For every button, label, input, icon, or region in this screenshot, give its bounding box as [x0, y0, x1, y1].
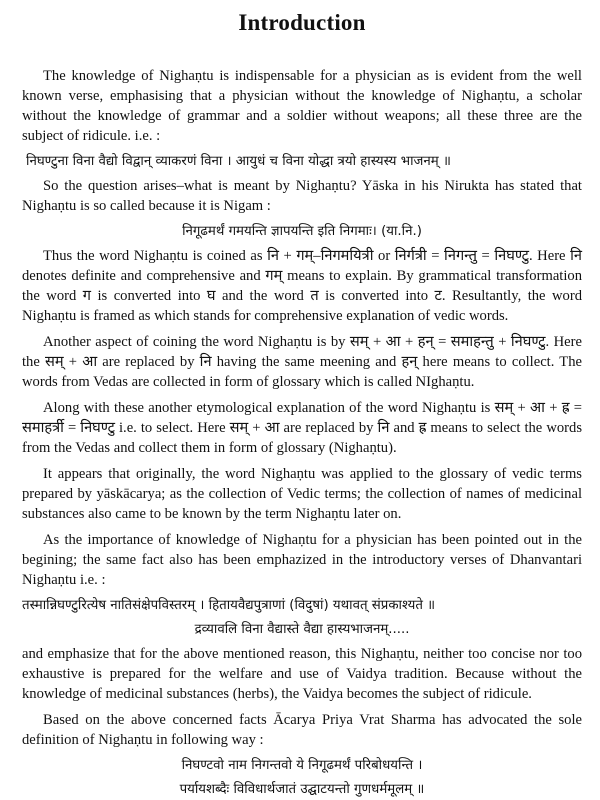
sanskrit-verse-1: निघण्टुना विना वैद्यो विद्वान् व्याकरणं विना । आयुधं च विना योद्धा त्रयो हास्यस्य भाजनम् ॥: [26, 154, 451, 169]
page-title: Introduction: [238, 10, 366, 35]
paragraph-another-aspect: Another aspect of coining the word Nighaṇtu is by सम् + आ + हन् = समाहन्तु + निघण्टु. Here the सम् + आ are replaced by नि having the same meening and हन् here means to collect. The words from Vedas are collected in form of glossary which is called NIghaṇtu.: [22, 334, 582, 390]
sanskrit-verse-4a: निघण्टवो नाम निगन्तवो ये निगूढमर्थं परिबोधयन्ति ।: [181, 758, 423, 773]
sanskrit-verse-4b: पर्यायशब्दैः विविधार्थजातं उद्घाटयन्तो गुणधर्ममूलम् ॥: [179, 782, 425, 797]
paragraph-importance-dhanvantari: As the importance of knowledge of Nighaṇtu for a physician has been pointed out in the begining; the same fact also has been emphazized in the introductory verses of Dhanvantari Nighaṇtu i.e. :: [22, 532, 582, 588]
sanskrit-verse-2: निगूढमर्थं गमयन्ति ज्ञापयन्ति इति निगमाः। (या.नि.): [182, 224, 422, 239]
paragraph-nighantu-importance: The knowledge of Nighaṇtu is indispensable for a physician as is evident from the well known verse, emphasising that a physician without the knowledge of Nighaṇtu, a scholar without the knowledge of grammar and a soldier without weapons; all these three are the subject of ridicule. i.e. :: [22, 68, 582, 144]
paragraph-emphasize: and emphasize that for the above mentioned reason, this Nighaṇtu, neither too concise nor too exhaustive is prepared for the welfare and use of Vaidya tradition. Because without the knowledge of medicinal substances (herbs), the Vaidya becomes the subject of ridicule.: [22, 646, 582, 702]
sanskrit-verse-3a: तस्मान्निघण्टुरित्येष नातिसंक्षेपविस्तरम् । हितायवैद्यपुत्राणां (विदुषां) यथावत् संप्रकाश्यते ॥: [22, 598, 436, 613]
paragraph-question-yaska: So the question arises–what is meant by Nighaṇtu? Yāska in his Nirukta has stated that Nighaṇtu is so called because it is Nigam :: [22, 178, 582, 214]
paragraph-word-coined: Thus the word Nighaṇtu is coined as नि + गम्–निगमयित्री or निर्गत्री = निगन्तु = निघण्टु. Here नि denotes definite and comprehensive and गम् means to explain. By grammatical transformation the word ग is converted into घ and the word त is converted into ट. Resultantly, the word Nighaṇtu is framed as which stands for comprehensive explanation of vedic words.: [22, 248, 582, 324]
sanskrit-verse-3b: द्रव्यावलि विना वैद्यास्ते वैद्या हास्यभाजनम्.....: [194, 622, 410, 637]
paragraph-etymology: Along with these another etymological explanation of the word Nighaṇtu is सम् + आ + ह्र = समाहर्त्री = निघण्टु i.e. to select. Here सम् + आ are replaced by नि and ह्र means to select the words from the Vedas and collect them in form of glossary (Nighaṇtu).: [22, 400, 582, 456]
paragraph-originally-applied: It appears that originally, the word Nighaṇtu was applied to the glossary of vedic terms prepared by yāskācarya; as the collection of Vedic terms; the collection of names of medicinal substances also came to be known by the term Nighaṇtu later on.: [22, 466, 582, 522]
paragraph-acarya-definition: Based on the above concerned facts Ācarya Priya Vrat Sharma has advocated the sole definition of Nighaṇtu in following way :: [22, 712, 582, 748]
